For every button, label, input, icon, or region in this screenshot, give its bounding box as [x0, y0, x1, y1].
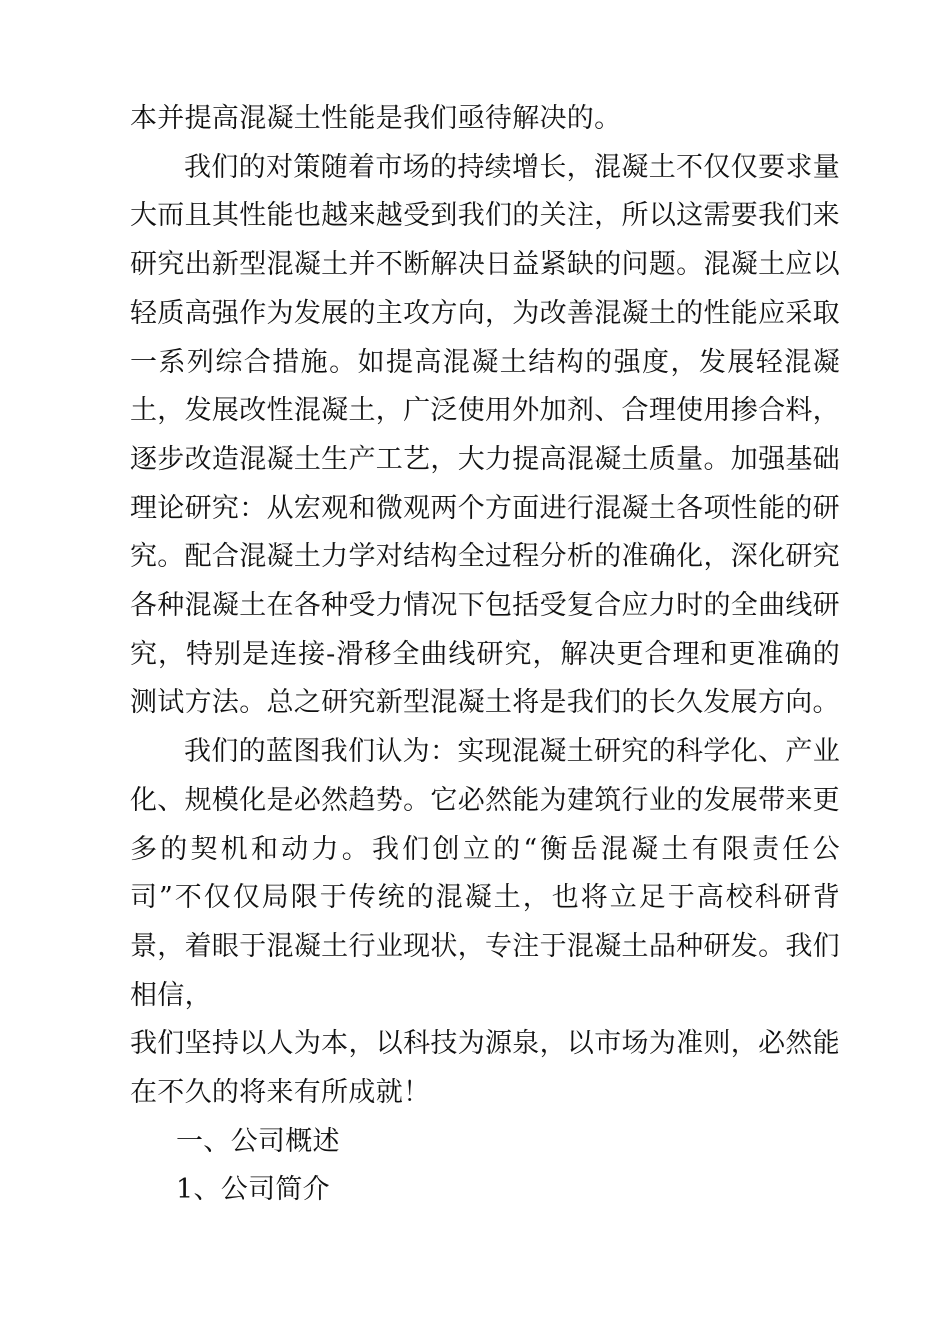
document-body	[130, 95, 840, 1215]
paragraph-commitment: 我们坚持以人为本，以科技为源泉，以市场为准则，必然能在不久的将来有所成就！	[130, 1028, 840, 1109]
section-heading-company-overview: 一、公司概述	[176, 1125, 340, 1157]
paragraph-strategy: 我们的对策随着市场的持续增长，混凝土不仅仅要求量大而且其性能也越来越受到我们的关注，所以这需要我们来研究出新型混凝土并不断解决日益紧缺的问题。混凝土应以轻质高强作为发展的主攻方向，为改善混凝土的性能应采取一系列综合措施。如提高混凝土结构的强度，发展轻混凝土，发展改性混凝土，广泛使用外加剂、合理使用掺合料，逐步改造混凝土生产工艺，大力提高混凝土质量。加强基础理论研究：从宏观和微观两个方面进行混凝土各项性能的研究。配合混凝土力学对结构全过程分析的准确化，深化研究各种混凝土在各种受力情况下包括受复合应力时的全曲线研究，特别是连接-滑移全曲线研究，解决更合理和更准确的测试方法。总之研究新型混凝土将是我们的长久发展方向。	[130, 151, 840, 719]
paragraph-blueprint: 我们的蓝图我们认为：实现混凝土研究的科学化、产业化、规模化是必然趋势。它必然能为建筑行业的发展带来更多的契机和动力。我们创立的“衡岳混凝土有限责任公司”不仅仅局限于传统的混凝土，也将立足于高校科研背景，着眼于混凝土行业现状，专注于混凝土品种研发。我们相信，	[130, 736, 840, 1011]
paragraph-continuation: 本并提高混凝土性能是我们亟待解决的。	[130, 103, 622, 134]
subsection-heading-company-profile: 1、公司简介	[176, 1174, 330, 1206]
